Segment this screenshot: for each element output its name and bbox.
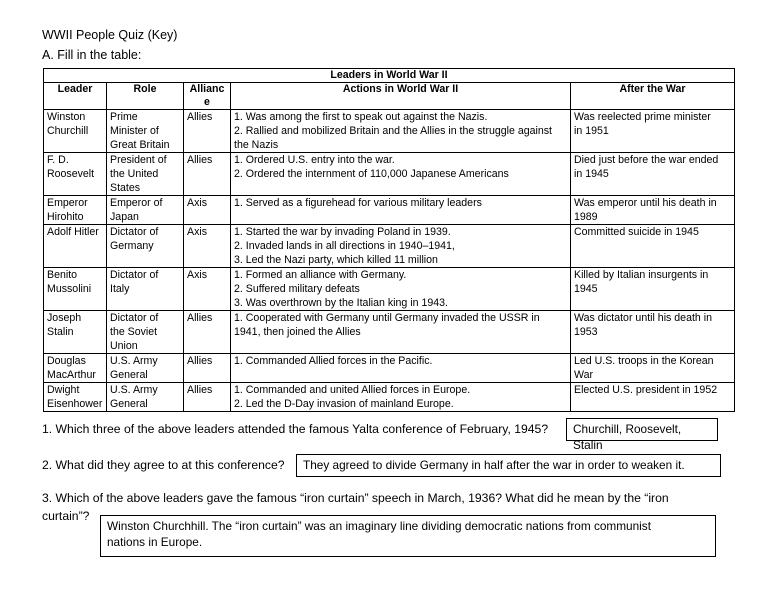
cell-after xyxy=(571,110,735,153)
cell-line: Dictator of xyxy=(110,226,159,238)
cell-alliance: Axis xyxy=(184,196,231,225)
cell-role xyxy=(107,153,184,196)
cell-line: 2. Invaded lands in all directions in 1940–1941, xyxy=(234,240,455,252)
cell-actions xyxy=(231,354,571,383)
leaders-table xyxy=(43,68,735,412)
header-alliance xyxy=(184,83,231,110)
cell-alliance: Allies xyxy=(184,354,231,383)
cell-leader xyxy=(44,225,107,268)
cell-line: Mussolini xyxy=(47,283,92,295)
answer-3-line2: nations in Europe. xyxy=(107,535,203,549)
cell-line: Italy xyxy=(110,283,130,295)
header-role: Role xyxy=(107,83,184,110)
cell-line: 2. Rallied and mobilized Britain and the Allies in the struggle against xyxy=(234,125,553,137)
cell-line: MacArthur xyxy=(47,369,96,381)
cell-line: Churchill xyxy=(47,125,89,137)
cell-line: Was reelected prime minister xyxy=(574,111,711,123)
cell-line: the Nazis xyxy=(234,139,279,151)
table-row xyxy=(44,110,735,153)
table-caption: Leaders in World War II xyxy=(44,69,735,83)
cell-leader xyxy=(44,110,107,153)
cell-alliance: Axis xyxy=(184,225,231,268)
cell-leader xyxy=(44,153,107,196)
cell-alliance: Allies xyxy=(184,110,231,153)
cell-line: Killed by Italian insurgents in xyxy=(574,269,709,281)
document-title: WWII People Quiz (Key) xyxy=(42,28,178,42)
cell-alliance: Allies xyxy=(184,311,231,354)
cell-line: Emperor xyxy=(47,197,88,209)
cell-after xyxy=(571,383,735,412)
cell-line: Elected U.S. president in 1952 xyxy=(574,384,718,396)
cell-line: Joseph xyxy=(47,312,82,324)
cell-line: 3. Led the Nazi party, which killed 11 million xyxy=(234,254,438,266)
answer-2-box: They agreed to divide Germany in half after the war in order to weaken it. xyxy=(296,454,721,477)
cell-line: 1. Was among the first to speak out against the Nazis. xyxy=(234,111,488,123)
cell-line: Was emperor until his death in xyxy=(574,197,717,209)
cell-role xyxy=(107,354,184,383)
cell-line: in 1951 xyxy=(574,125,609,137)
cell-line: Winston xyxy=(47,111,86,123)
cell-actions xyxy=(231,196,571,225)
cell-line: Committed suicide in 1945 xyxy=(574,226,699,238)
cell-after xyxy=(571,225,735,268)
table-row xyxy=(44,383,735,412)
cell-role xyxy=(107,196,184,225)
cell-leader xyxy=(44,311,107,354)
cell-line: 1941, then joined the Allies xyxy=(234,326,361,338)
cell-line: Minister of xyxy=(110,125,159,137)
cell-line: 1. Formed an alliance with Germany. xyxy=(234,269,407,281)
cell-after xyxy=(571,153,735,196)
cell-actions xyxy=(231,383,571,412)
header-actions: Actions in World War II xyxy=(231,83,571,110)
cell-role xyxy=(107,268,184,311)
cell-line: 1. Served as a figurehead for various military leaders xyxy=(234,197,482,209)
cell-line: Adolf Hitler xyxy=(47,226,99,238)
cell-line: 1. Commanded Allied forces in the Pacific. xyxy=(234,355,433,367)
table-row xyxy=(44,268,735,311)
cell-leader xyxy=(44,354,107,383)
cell-line: General xyxy=(110,369,148,381)
section-a-heading: A. Fill in the table: xyxy=(42,48,142,62)
header-alliance-line2: e xyxy=(204,96,210,108)
cell-line: Dictator of xyxy=(110,312,159,324)
cell-line: 1953 xyxy=(574,326,598,338)
question-1: 1. Which three of the above leaders attended the famous Yalta conference of February, 1945? xyxy=(42,422,549,436)
cell-line: Douglas xyxy=(47,355,86,367)
header-leader: Leader xyxy=(44,83,107,110)
cell-line: 1. Ordered U.S. entry into the war. xyxy=(234,154,395,166)
cell-actions xyxy=(231,311,571,354)
cell-line: President of xyxy=(110,154,167,166)
cell-leader xyxy=(44,268,107,311)
question-3-line2: curtain”? xyxy=(42,509,90,523)
cell-leader xyxy=(44,196,107,225)
cell-leader xyxy=(44,383,107,412)
cell-line: Germany xyxy=(110,240,154,252)
table-row xyxy=(44,153,735,196)
cell-line: 1989 xyxy=(574,211,598,223)
answer-1-box: Churchill, Roosevelt, Stalin xyxy=(566,418,718,441)
question-3-line1: 3. Which of the above leaders gave the famous “iron curtain” speech in March, 1936? What did he mean by the “iron xyxy=(42,491,669,505)
cell-role xyxy=(107,110,184,153)
cell-line: Benito xyxy=(47,269,78,281)
cell-line: Emperor of xyxy=(110,197,163,209)
table-row xyxy=(44,354,735,383)
cell-line: 2. Suffered military defeats xyxy=(234,283,360,295)
table-row xyxy=(44,196,735,225)
cell-line: Dwight xyxy=(47,384,80,396)
cell-line: the United xyxy=(110,168,159,180)
cell-actions xyxy=(231,153,571,196)
cell-line: Dictator of xyxy=(110,269,159,281)
header-alliance-line1: Allianc xyxy=(189,83,225,95)
cell-actions xyxy=(231,268,571,311)
cell-after xyxy=(571,196,735,225)
cell-line: U.S. Army xyxy=(110,355,158,367)
cell-line: 1. Started the war by invading Poland in 1939. xyxy=(234,226,451,238)
cell-line: 1. Cooperated with Germany until Germany invaded the USSR in xyxy=(234,312,540,324)
cell-line: General xyxy=(110,398,148,410)
cell-line: 2. Led the D-Day invasion of mainland Europe. xyxy=(234,398,454,410)
cell-line: Stalin xyxy=(47,326,74,338)
cell-actions xyxy=(231,225,571,268)
cell-line: Led U.S. troops in the Korean xyxy=(574,355,714,367)
cell-after xyxy=(571,354,735,383)
cell-role xyxy=(107,311,184,354)
cell-line: Died just before the war ended xyxy=(574,154,719,166)
cell-line: Was dictator until his death in xyxy=(574,312,712,324)
answer-3-box xyxy=(100,515,716,557)
table-row xyxy=(44,311,735,354)
table-body xyxy=(44,110,735,412)
cell-alliance: Axis xyxy=(184,268,231,311)
cell-line: F. D. xyxy=(47,154,69,166)
table-row xyxy=(44,225,735,268)
cell-line: 1945 xyxy=(574,283,598,295)
cell-line: U.S. Army xyxy=(110,384,158,396)
cell-alliance: Allies xyxy=(184,383,231,412)
cell-line: Roosevelt xyxy=(47,168,95,180)
cell-line: 2. Ordered the internment of 110,000 Japanese Americans xyxy=(234,168,509,180)
cell-line: Great Britain xyxy=(110,139,170,151)
cell-role xyxy=(107,383,184,412)
cell-after xyxy=(571,311,735,354)
cell-line: the Soviet xyxy=(110,326,158,338)
cell-alliance: Allies xyxy=(184,153,231,196)
cell-line: Eisenhower xyxy=(47,398,103,410)
question-2: 2. What did they agree to at this conference? xyxy=(42,458,285,472)
cell-line: Japan xyxy=(110,211,139,223)
cell-line: States xyxy=(110,182,141,194)
cell-line: War xyxy=(574,369,594,381)
cell-actions xyxy=(231,110,571,153)
cell-line: in 1945 xyxy=(574,168,609,180)
cell-line: Hirohito xyxy=(47,211,84,223)
header-after: After the War xyxy=(571,83,735,110)
cell-line: Union xyxy=(110,340,138,352)
answer-3-line1: Winston Churchhill. The “iron curtain” was an imaginary line dividing democratic nations from communist xyxy=(107,519,651,533)
cell-role xyxy=(107,225,184,268)
cell-line: 3. Was overthrown by the Italian king in 1943. xyxy=(234,297,448,309)
cell-line: Prime xyxy=(110,111,138,123)
cell-line: 1. Commanded and united Allied forces in Europe. xyxy=(234,384,471,396)
cell-after xyxy=(571,268,735,311)
